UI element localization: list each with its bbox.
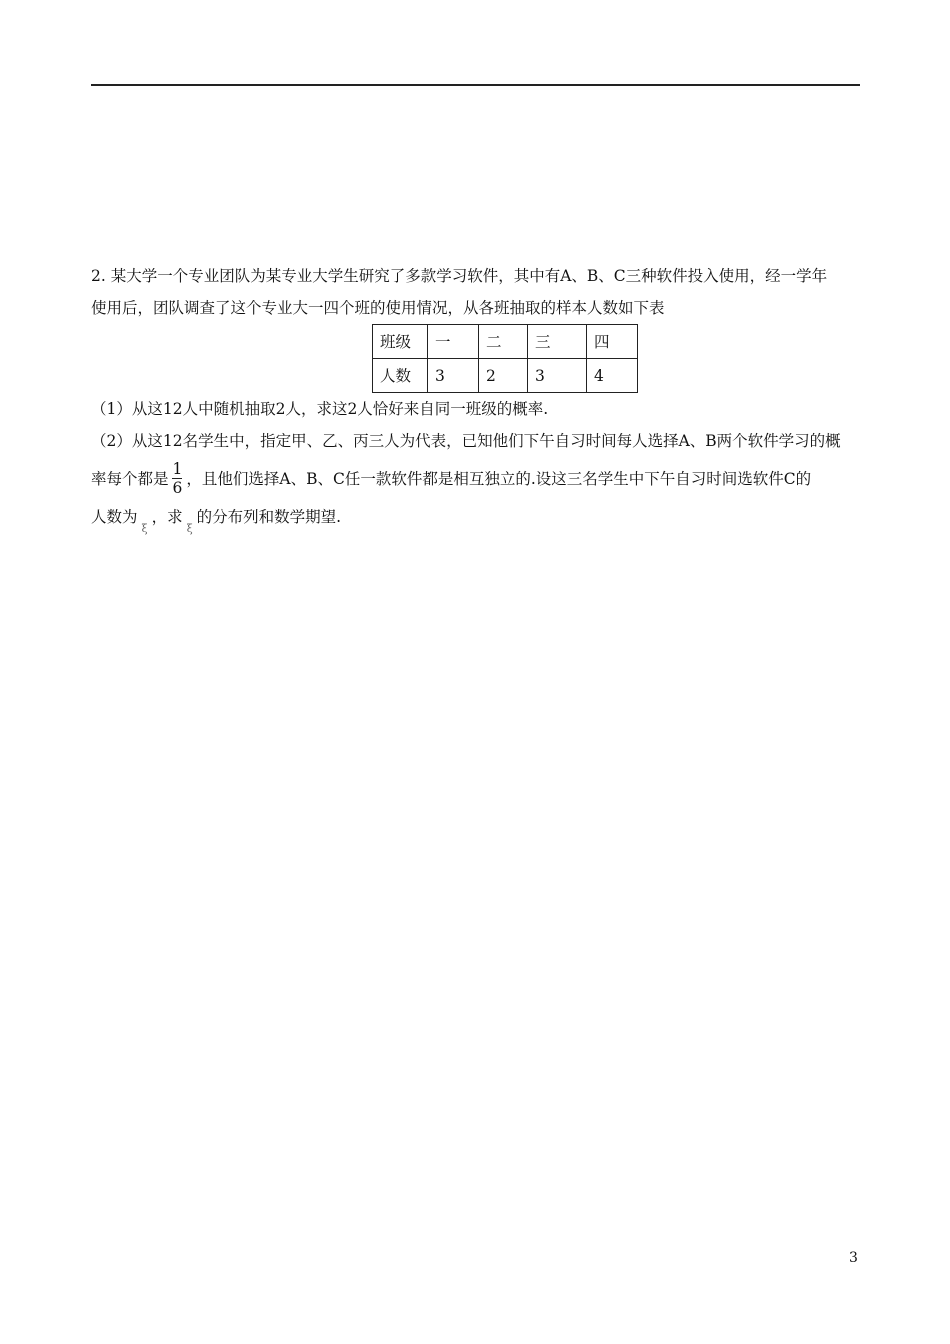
table-cell: 班级 bbox=[373, 325, 428, 359]
table-cell: 四 bbox=[587, 325, 638, 359]
question-2-text: 的分布列和数学期望. bbox=[196, 508, 342, 526]
question-1: （1）从这12人中随机抽取2人，求这2人恰好来自同一班级的概率. bbox=[91, 400, 549, 418]
fraction-numerator: 1 bbox=[172, 459, 183, 478]
problem-2 bbox=[91, 260, 861, 533]
question-2-line-2 bbox=[91, 457, 861, 501]
problem-line-1: 2. 某大学一个专业团队为某专业大学生研究了多款学习软件，其中有A、B、C三种软件投入使用，经一学年 bbox=[91, 267, 828, 285]
sample-table bbox=[372, 324, 638, 393]
table-cell: 3 bbox=[528, 359, 587, 393]
table-cell: 二 bbox=[479, 325, 528, 359]
table-cell: 人数 bbox=[373, 359, 428, 393]
table-cell: 3 bbox=[428, 359, 479, 393]
question-2-text: ，求 bbox=[151, 508, 183, 526]
table-cell: 三 bbox=[528, 325, 587, 359]
table-row bbox=[373, 325, 638, 359]
question-2-line-3 bbox=[91, 501, 861, 533]
table-cell: 4 bbox=[587, 359, 638, 393]
question-2-line-1: （2）从这12名学生中，指定甲、乙、丙三人为代表，已知他们下午自习时间每人选择A、B两个软件学习的概 bbox=[91, 432, 841, 450]
xi-symbol: ξ bbox=[141, 522, 148, 535]
question-2-text: 率每个都是 bbox=[91, 470, 169, 488]
table-cell: 一 bbox=[428, 325, 479, 359]
page-number: 3 bbox=[849, 1250, 858, 1266]
header-rule bbox=[91, 84, 860, 86]
fraction-one-sixth bbox=[172, 460, 184, 497]
question-2-text: 人数为 bbox=[91, 508, 138, 526]
xi-symbol: ξ bbox=[186, 522, 193, 535]
sample-table-wrapper bbox=[91, 324, 861, 393]
table-row bbox=[373, 359, 638, 393]
fraction-denominator: 6 bbox=[172, 478, 183, 497]
table-cell: 2 bbox=[479, 359, 528, 393]
question-2-text: ，且他们选择A、B、C任一款软件都是相互独立的.设这三名学生中下午自习时间选软件C的 bbox=[186, 470, 812, 488]
problem-line-2: 使用后，团队调查了这个专业大一四个班的使用情况，从各班抽取的样本人数如下表 bbox=[91, 299, 665, 317]
